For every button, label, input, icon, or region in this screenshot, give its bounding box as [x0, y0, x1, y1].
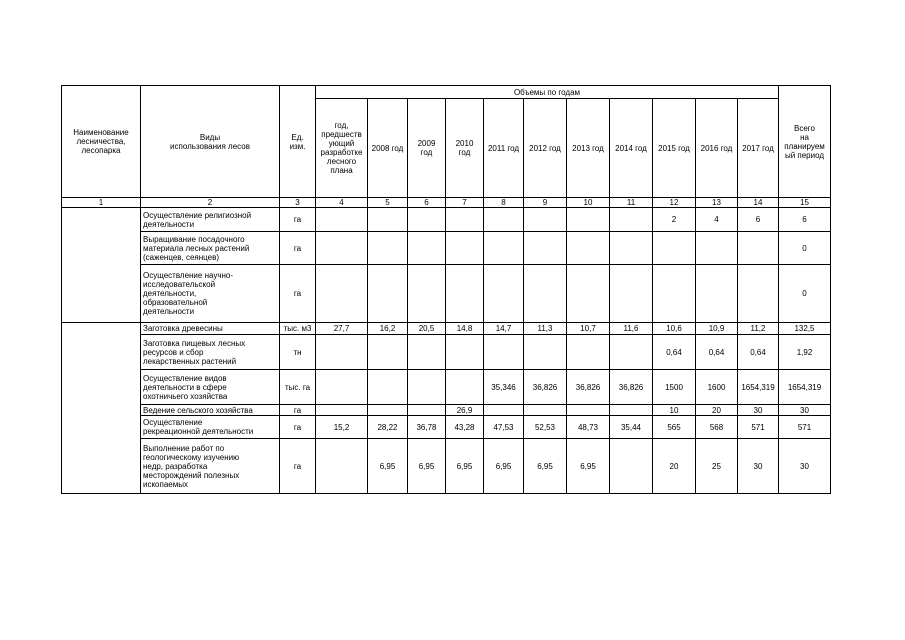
value-cell: [653, 265, 696, 323]
value-cell: 35,44: [610, 416, 653, 439]
value-cell: [368, 265, 408, 323]
column-number: 1: [62, 198, 141, 208]
total-cell: 132,5: [779, 323, 831, 335]
column-number: 4: [316, 198, 368, 208]
value-cell: 2: [653, 208, 696, 232]
value-cell: 48,73: [567, 416, 610, 439]
table-row: [62, 208, 831, 232]
table-row: [62, 439, 831, 494]
value-cell: [610, 265, 653, 323]
column-number: 10: [567, 198, 610, 208]
use-type-cell: Заготовка древесины: [141, 323, 280, 335]
value-cell: 14,7: [484, 323, 524, 335]
value-cell: 10: [653, 405, 696, 416]
value-cell: 28,22: [368, 416, 408, 439]
value-cell: 10,7: [567, 323, 610, 335]
total-cell: 1654,319: [779, 370, 831, 405]
forestry-name-cell: [62, 208, 141, 323]
header-year: 2014 год: [610, 99, 653, 198]
value-cell: [368, 335, 408, 370]
unit-cell: га: [280, 416, 316, 439]
table-row: [62, 265, 831, 323]
value-cell: 35,346: [484, 370, 524, 405]
column-number: 2: [141, 198, 280, 208]
value-cell: [446, 370, 484, 405]
value-cell: [316, 208, 368, 232]
value-cell: [610, 405, 653, 416]
value-cell: [524, 265, 567, 323]
value-cell: 6,95: [446, 439, 484, 494]
value-cell: [484, 265, 524, 323]
header-year: 2016 год: [696, 99, 738, 198]
value-cell: 30: [738, 439, 779, 494]
header-year: 2009 год: [408, 99, 446, 198]
use-type-cell: Осуществление рекреационной деятельности: [141, 416, 280, 439]
value-cell: 20: [653, 439, 696, 494]
value-cell: 30: [738, 405, 779, 416]
total-cell: 30: [779, 405, 831, 416]
total-cell: 0: [779, 265, 831, 323]
header-year: 2011 год: [484, 99, 524, 198]
unit-cell: га: [280, 232, 316, 265]
value-cell: 15,2: [316, 416, 368, 439]
value-cell: 36,826: [567, 370, 610, 405]
value-cell: [653, 232, 696, 265]
value-cell: 14,8: [446, 323, 484, 335]
value-cell: 36,826: [524, 370, 567, 405]
forest-use-table: [61, 85, 831, 494]
value-cell: [408, 370, 446, 405]
value-cell: [408, 265, 446, 323]
value-cell: 10,9: [696, 323, 738, 335]
value-cell: [316, 335, 368, 370]
value-cell: 11,2: [738, 323, 779, 335]
table-row: [62, 335, 831, 370]
value-cell: [316, 370, 368, 405]
column-number: 5: [368, 198, 408, 208]
value-cell: [567, 232, 610, 265]
unit-cell: га: [280, 265, 316, 323]
value-cell: [524, 405, 567, 416]
value-cell: [610, 335, 653, 370]
value-cell: [368, 208, 408, 232]
unit-cell: га: [280, 439, 316, 494]
header-year: 2012 год: [524, 99, 567, 198]
value-cell: [368, 232, 408, 265]
value-cell: [484, 335, 524, 370]
value-cell: 568: [696, 416, 738, 439]
value-cell: [446, 232, 484, 265]
column-number: 13: [696, 198, 738, 208]
use-type-cell: Осуществление научно- исследовательской деятельности, образовательной деятельности: [141, 265, 280, 323]
total-cell: 0: [779, 232, 831, 265]
value-cell: [316, 439, 368, 494]
total-cell: 6: [779, 208, 831, 232]
value-cell: 6: [738, 208, 779, 232]
value-cell: 6,95: [368, 439, 408, 494]
column-number: 12: [653, 198, 696, 208]
table-row: [62, 370, 831, 405]
value-cell: 6,95: [484, 439, 524, 494]
column-number: 15: [779, 198, 831, 208]
value-cell: 20,5: [408, 323, 446, 335]
value-cell: 571: [738, 416, 779, 439]
value-cell: [484, 208, 524, 232]
value-cell: 6,95: [567, 439, 610, 494]
value-cell: [610, 439, 653, 494]
value-cell: 16,2: [368, 323, 408, 335]
header-year: 2010 год: [446, 99, 484, 198]
use-type-cell: Заготовка пищевых лесных ресурсов и сбор лекарственных растений: [141, 335, 280, 370]
use-type-cell: Осуществление видов деятельности в сфере охотничьего хозяйства: [141, 370, 280, 405]
value-cell: 27,7: [316, 323, 368, 335]
value-cell: 36,826: [610, 370, 653, 405]
value-cell: [567, 335, 610, 370]
unit-cell: га: [280, 405, 316, 416]
header-year: 2013 год: [567, 99, 610, 198]
value-cell: [368, 370, 408, 405]
value-cell: [696, 232, 738, 265]
value-cell: [524, 208, 567, 232]
column-number: 7: [446, 198, 484, 208]
unit-cell: тыс. м3: [280, 323, 316, 335]
value-cell: [408, 335, 446, 370]
value-cell: [484, 405, 524, 416]
value-cell: 0,64: [653, 335, 696, 370]
value-cell: 43,28: [446, 416, 484, 439]
total-cell: 1,92: [779, 335, 831, 370]
column-number: 14: [738, 198, 779, 208]
header-pre-year: год, предшеств ующий разработке лесного плана: [316, 99, 368, 198]
value-cell: 4: [696, 208, 738, 232]
unit-cell: тн: [280, 335, 316, 370]
value-cell: [446, 265, 484, 323]
value-cell: [567, 208, 610, 232]
column-number: 3: [280, 198, 316, 208]
unit-cell: тыс. га: [280, 370, 316, 405]
value-cell: [524, 335, 567, 370]
header-year: 2008 год: [368, 99, 408, 198]
table-row: [62, 416, 831, 439]
value-cell: [610, 208, 653, 232]
column-number: 11: [610, 198, 653, 208]
header-year: 2017 год: [738, 99, 779, 198]
header-forestry: Наименование лесничества, лесопарка: [62, 86, 141, 198]
value-cell: [316, 405, 368, 416]
value-cell: [696, 265, 738, 323]
column-number: 6: [408, 198, 446, 208]
total-cell: 30: [779, 439, 831, 494]
value-cell: 47,53: [484, 416, 524, 439]
value-cell: [408, 208, 446, 232]
value-cell: 10,6: [653, 323, 696, 335]
value-cell: [408, 405, 446, 416]
value-cell: 0,64: [696, 335, 738, 370]
value-cell: 565: [653, 416, 696, 439]
value-cell: [316, 265, 368, 323]
value-cell: 36,78: [408, 416, 446, 439]
value-cell: [484, 232, 524, 265]
use-type-cell: Выполнение работ по геологическому изучению недр, разработка месторождений полезных ископаемых: [141, 439, 280, 494]
value-cell: 26,9: [446, 405, 484, 416]
value-cell: 25: [696, 439, 738, 494]
total-cell: 571: [779, 416, 831, 439]
value-cell: [408, 232, 446, 265]
use-type-cell: Осуществление религиозной деятельности: [141, 208, 280, 232]
value-cell: [446, 335, 484, 370]
value-cell: 0,64: [738, 335, 779, 370]
value-cell: [524, 232, 567, 265]
value-cell: 6,95: [408, 439, 446, 494]
value-cell: 1500: [653, 370, 696, 405]
value-cell: [610, 232, 653, 265]
value-cell: 52,53: [524, 416, 567, 439]
forestry-name-cell: [62, 323, 141, 494]
use-type-cell: Выращивание посадочного материала лесных растений (саженцев, сеянцев): [141, 232, 280, 265]
value-cell: 11,3: [524, 323, 567, 335]
value-cell: 6,95: [524, 439, 567, 494]
value-cell: [567, 265, 610, 323]
use-type-cell: Ведение сельского хозяйства: [141, 405, 280, 416]
value-cell: [738, 265, 779, 323]
value-cell: [567, 405, 610, 416]
column-number: 9: [524, 198, 567, 208]
document-page: [61, 85, 831, 494]
value-cell: 11,6: [610, 323, 653, 335]
table-row: [62, 232, 831, 265]
value-cell: [316, 232, 368, 265]
value-cell: [446, 208, 484, 232]
header-year: 2015 год: [653, 99, 696, 198]
unit-cell: га: [280, 208, 316, 232]
table-row: [62, 323, 831, 335]
column-number: 8: [484, 198, 524, 208]
header-total: Всего на планируем ый период: [779, 86, 831, 198]
header-use-type: Виды использования лесов: [141, 86, 280, 198]
value-cell: [368, 405, 408, 416]
value-cell: 20: [696, 405, 738, 416]
header-unit: Ед. изм.: [280, 86, 316, 198]
value-cell: 1654,319: [738, 370, 779, 405]
value-cell: 1600: [696, 370, 738, 405]
header-volumes-by-year: Объемы по годам: [316, 86, 779, 99]
value-cell: [738, 232, 779, 265]
table-row: [62, 405, 831, 416]
